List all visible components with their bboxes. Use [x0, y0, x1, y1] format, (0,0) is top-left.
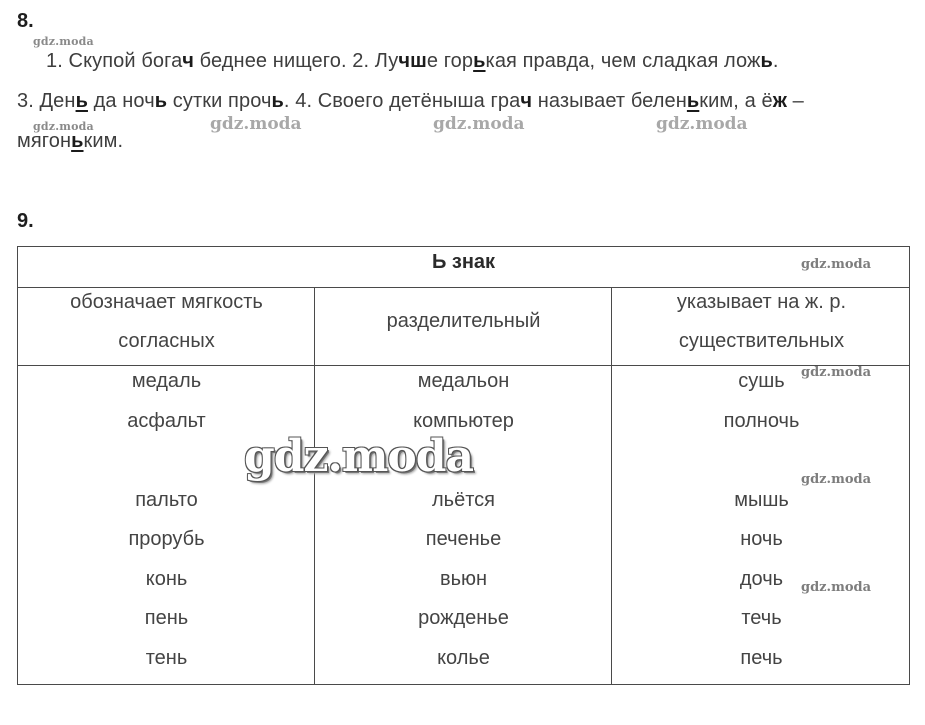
list-item: конь [145, 567, 188, 590]
watermark-mid: gdz.moda [433, 114, 525, 134]
watermark-small: gdz.moda [33, 35, 94, 48]
watermark-corner: gdz.moda [801, 257, 872, 272]
task8-line2: 3. День да ночь сутки прочь. 4. Своего детёныша грач называет беленьким, а ёж – [17, 90, 804, 112]
list-item: вьюн [439, 567, 488, 590]
watermark-mid: gdz.moda [210, 114, 302, 134]
watermark-corner: gdz.moda [801, 365, 872, 380]
list-item: дочь [739, 567, 784, 590]
task8-line1: 1. Скупой богач беднее нищего. 2. Лучше горькая правда, чем сладкая ложь. [46, 50, 779, 72]
list-item: компьютер [413, 409, 514, 432]
list-item: рожденье [418, 607, 509, 629]
table-title: Ь знак [431, 251, 496, 273]
watermark-big: gdz.moda [244, 431, 474, 482]
list-item: асфальт [127, 409, 206, 432]
col1-list [18, 362, 315, 678]
list-item: печенье [425, 528, 502, 550]
task8-line3: мягоньким. [17, 130, 124, 152]
list-item: ночь [740, 528, 783, 550]
list-item: сушь [738, 370, 785, 392]
list-item: пальто [135, 488, 198, 511]
col3-list [612, 362, 911, 678]
list-item: льётся [432, 488, 495, 511]
watermark-corner: gdz.moda [801, 580, 872, 595]
col-header-separating: разделительный [386, 310, 541, 332]
watermark-small: gdz.moda [33, 120, 94, 133]
list-item: полночь [723, 409, 800, 432]
list-item: тень [145, 646, 188, 669]
soft-sign-table [17, 246, 910, 685]
task9-number: 9. [17, 210, 34, 232]
list-item: медаль [131, 370, 202, 392]
list-item: колье [437, 646, 490, 669]
task8-number: 8. [17, 10, 34, 32]
col-header-soft: обозначает мягкость согласных [70, 291, 263, 352]
watermark-corner: gdz.moda [801, 472, 872, 487]
watermark-mid: gdz.moda [656, 114, 748, 134]
list-item: печь [740, 646, 783, 669]
col2-list [315, 362, 612, 678]
list-item: мышь [734, 488, 789, 511]
list-item: медальон [417, 370, 510, 392]
list-item: прорубь [128, 528, 205, 550]
col-header-feminine: указывает на ж. р. существительных [676, 291, 847, 352]
list-item: пень [144, 607, 189, 629]
list-item: течь [741, 607, 782, 629]
